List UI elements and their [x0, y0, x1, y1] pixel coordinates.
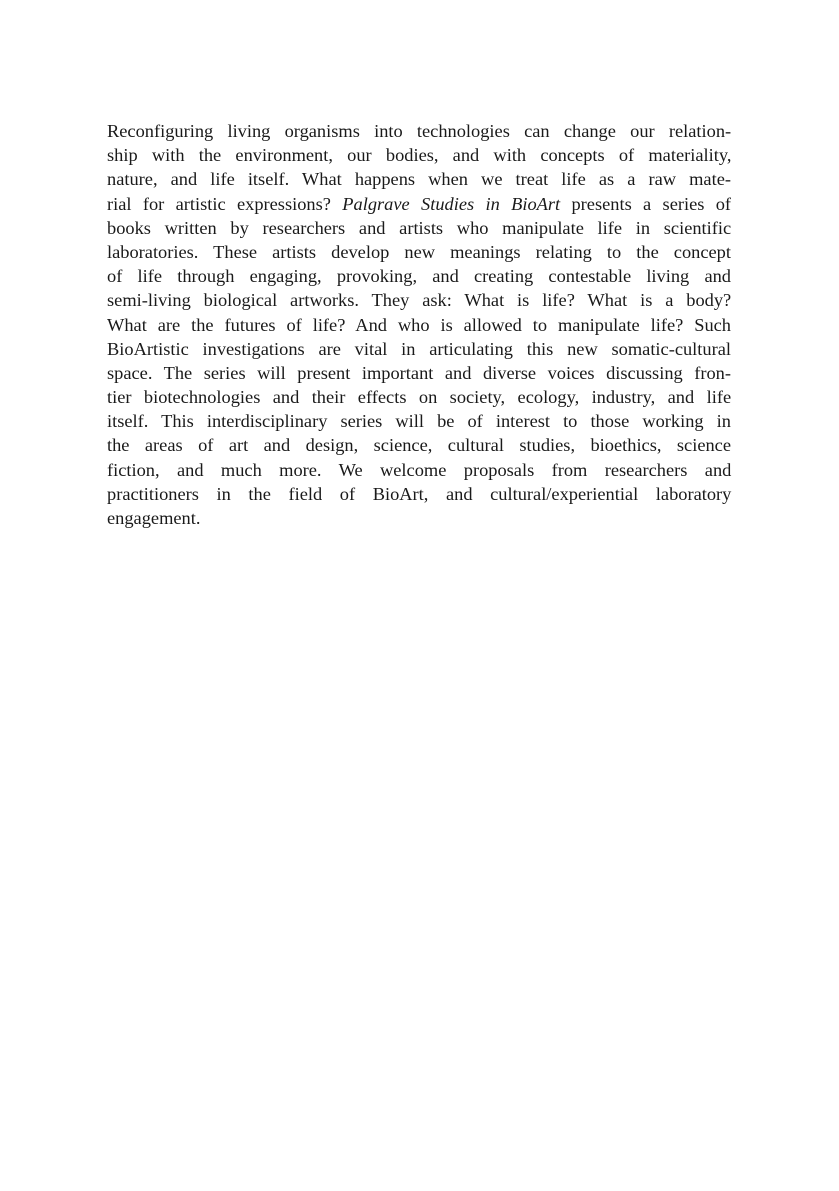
paragraph-line: of life through engaging, provoking, and creating contestable living and	[107, 266, 731, 287]
paragraph-line: laboratories. These artists develop new meanings relating to the concept	[107, 241, 731, 262]
paragraph-line: fiction, and much more. We welcome proposals from researchers and	[107, 459, 732, 480]
paragraph-line: BioArtistic investigations are vital in articulating this new somatic-cultural	[107, 338, 731, 359]
paragraph-line: the areas of art and design, science, cultural studies, bioethics, science	[107, 435, 731, 456]
paragraph-line: What are the futures of life? And who is allowed to manipulate life? Such	[107, 314, 731, 335]
paragraph-line: tier biotechnologies and their effects on society, ecology, industry, and life	[107, 387, 732, 408]
series-description-paragraph	[107, 119, 731, 530]
paragraph-line: books written by researchers and artists who manipulate life in scientific	[107, 217, 732, 238]
series-title-italic: Palgrave Studies in BioArt	[342, 193, 561, 214]
paragraph-line: practitioners in the field of BioArt, and cultural/experiential laboratory	[107, 483, 732, 504]
paragraph-line: itself. This interdisciplinary series will be of interest to those working in	[107, 411, 731, 432]
paragraph-line: space. The series will present important and diverse voices discussing fron-	[107, 362, 731, 383]
paragraph-line: engagement.	[107, 508, 201, 528]
paragraph-line: Reconfiguring living organisms into technologies can change our relation-	[107, 121, 732, 141]
paragraph-line: ship with the environment, our bodies, and with concepts of materiality,	[107, 145, 732, 166]
paragraph-line: rial for artistic expressions? Palgrave Studies in BioArt presents a series of	[107, 193, 732, 214]
paragraph-line: nature, and life itself. What happens when we treat life as a raw mate-	[107, 169, 731, 190]
paragraph-line: semi-living biological artworks. They ask: What is life? What is a body?	[107, 290, 732, 311]
